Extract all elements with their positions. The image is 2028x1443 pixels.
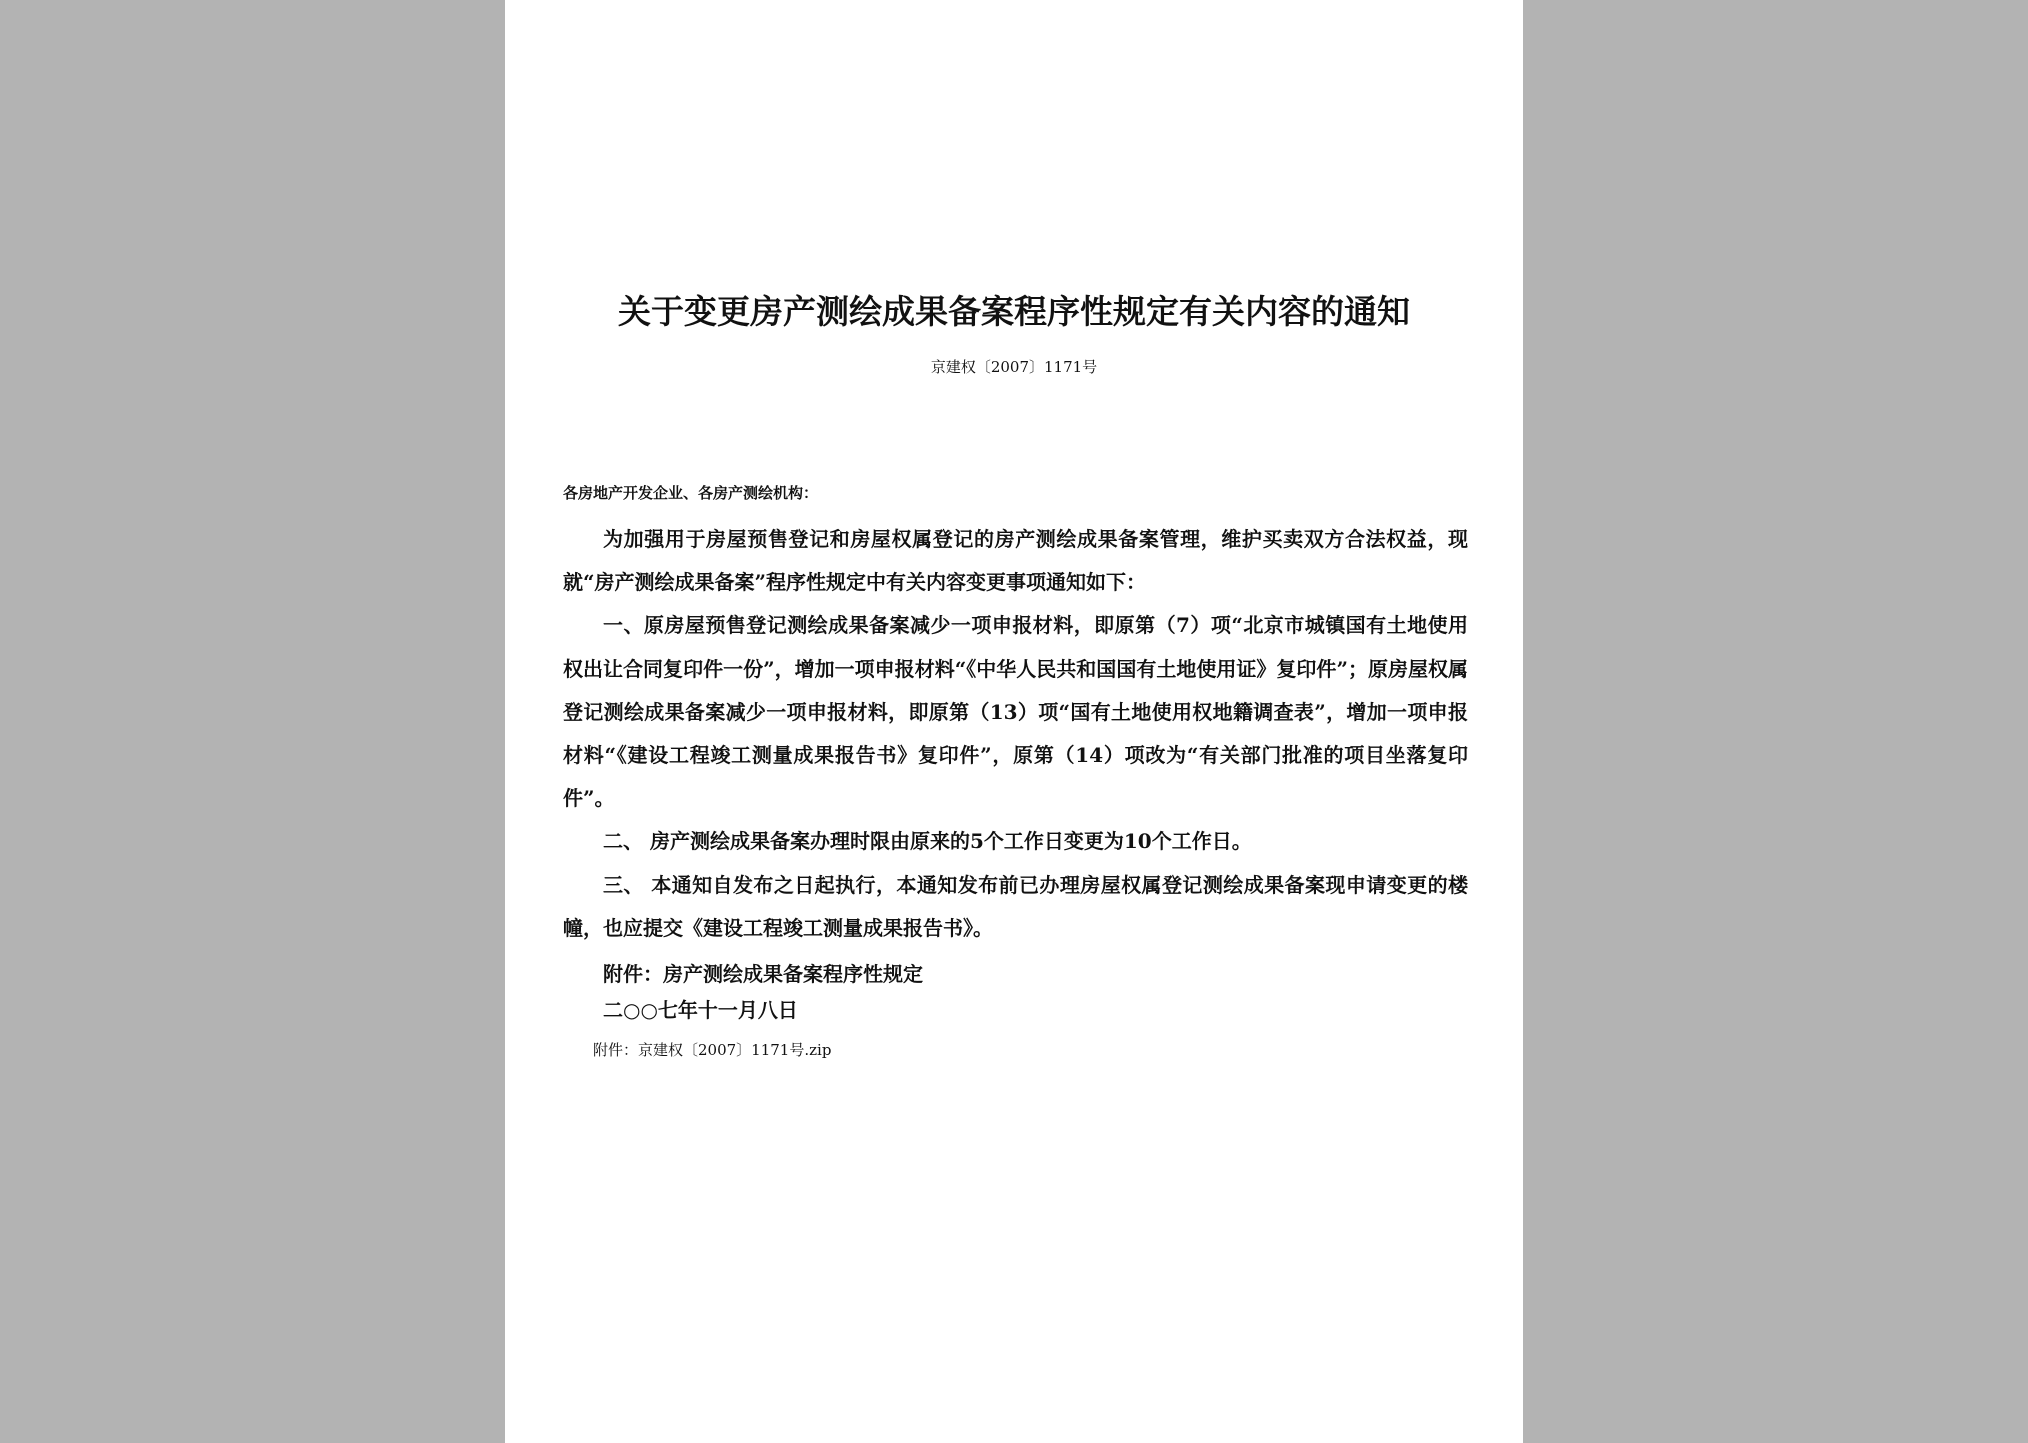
paragraph-item-3: 三、 本通知自发布之日起执行，本通知发布前已办理房屋权属登记测绘成果备案现申请变更的楼幢，也应提交《建设工程竣工测量成果报告书》。 xyxy=(563,872,1468,940)
paragraph-item-2: 二、 房产测绘成果备案办理时限由原来的5个工作日变更为10个工作日。 xyxy=(603,829,1252,854)
addressee: 各房地产开发企业、各房产测绘机构： xyxy=(563,484,819,502)
document-number: 京建权〔2007〕1171号 xyxy=(930,358,1098,376)
document-page xyxy=(505,0,1523,1443)
issue-date: 二○○七年十一月八日 xyxy=(603,998,798,1022)
attachment-note: 附件：房产测绘成果备案程序性规定 xyxy=(603,962,923,986)
paragraph-item-1: 一、原房屋预售登记测绘成果备案减少一项申报材料，即原第（7）项“北京市城镇国有土地使用权出让合同复印件一份”，增加一项申报材料“《中华人民共和国国有土地使用证》复印件”；原房屋权属登记测绘成果备案减少一项申报材料，即原第（13）项“国有土地使用权地籍调查表”，增加一项申报材料“《建设工程竣工测量成果报告书》复印件”，原第（14）项改为“有关部门批准的项目坐落复印件”。 xyxy=(563,613,1468,811)
document-title: 关于变更房产测绘成果备案程序性规定有关内容的通知 xyxy=(618,292,1410,331)
document-body xyxy=(563,518,1468,950)
attachment-file[interactable] xyxy=(593,1039,831,1061)
attachment-file-link[interactable]: 附件：京建权〔2007〕1171号.zip xyxy=(593,1041,832,1059)
paragraph-intro: 为加强用于房屋预售登记和房屋权属登记的房产测绘成果备案管理，维护买卖双方合法权益，现就“房产测绘成果备案”程序性规定中有关内容变更事项通知如下： xyxy=(563,527,1468,595)
